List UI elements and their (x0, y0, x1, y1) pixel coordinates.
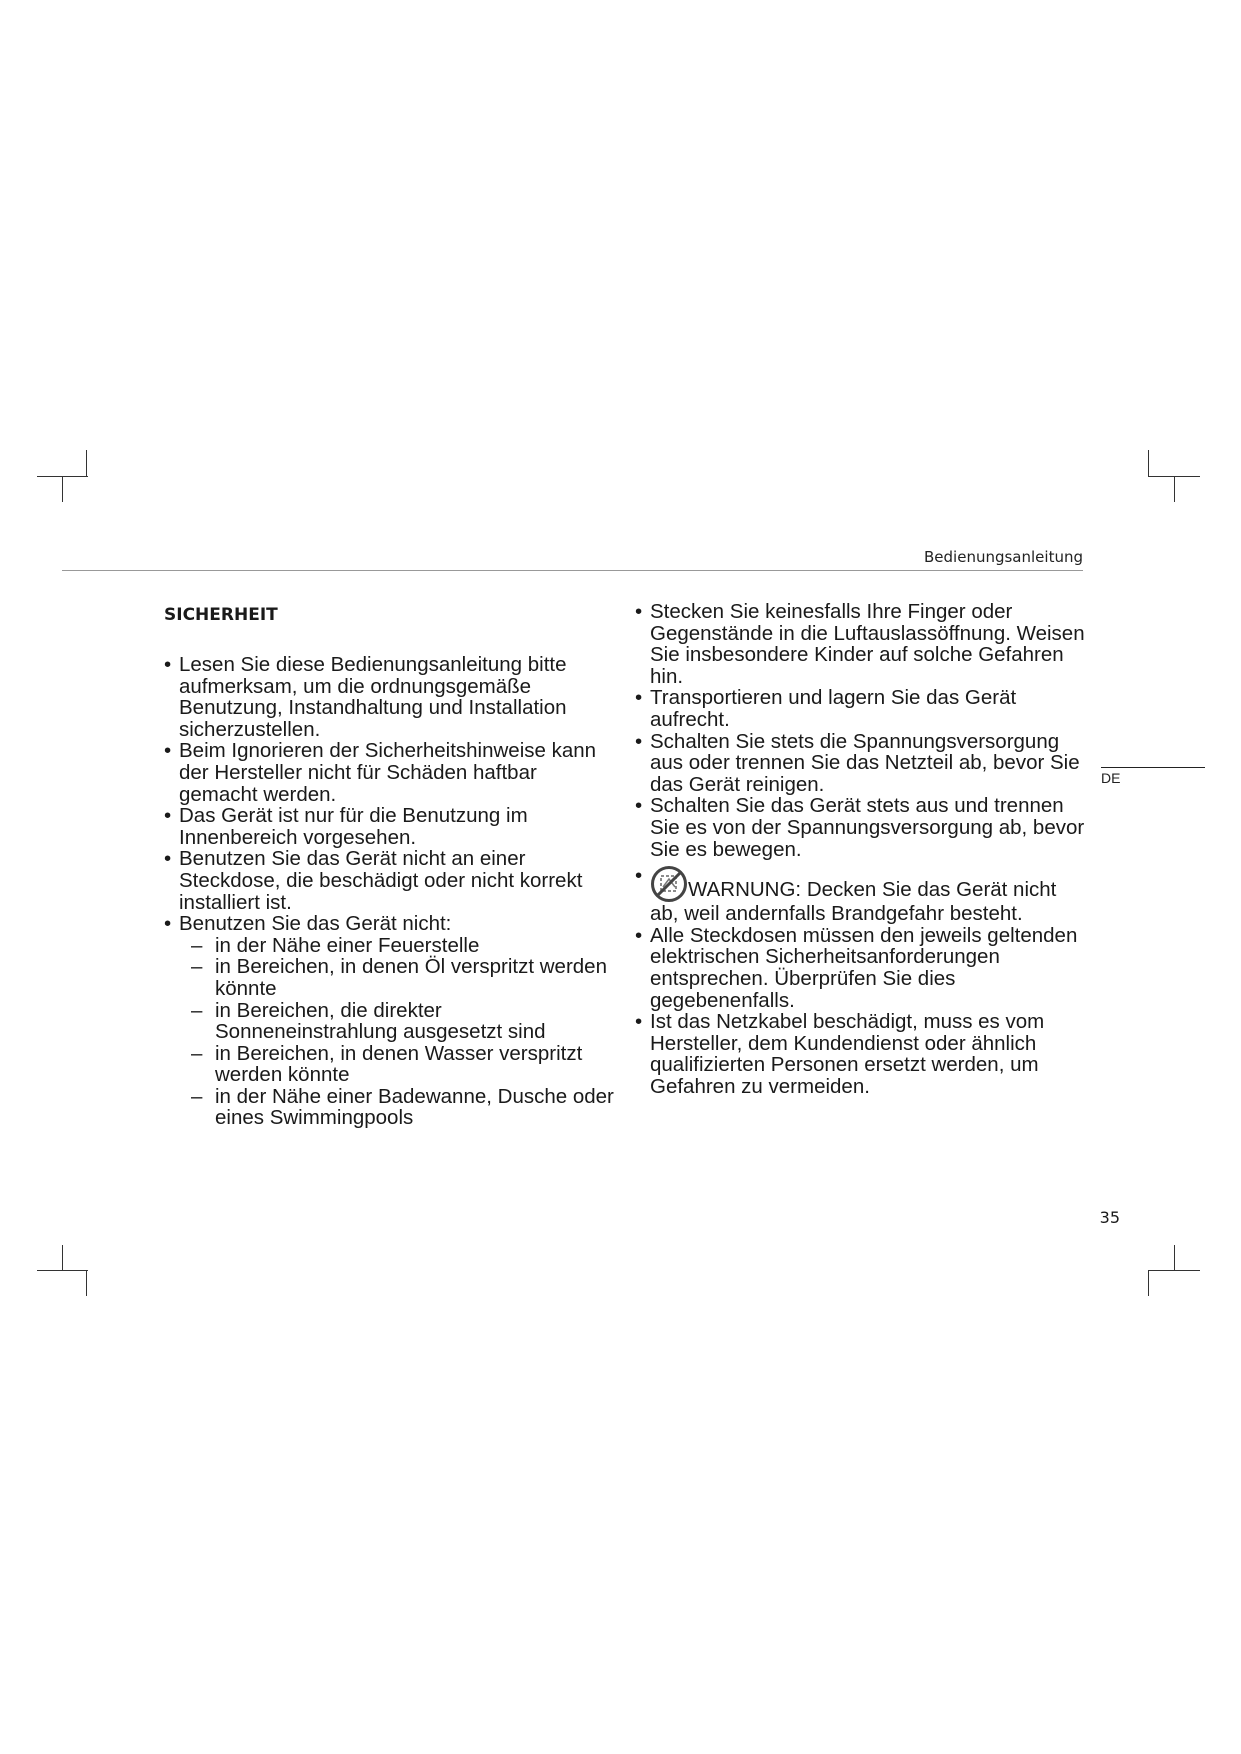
language-tab: DE (1101, 770, 1121, 786)
crop-mark (1148, 1270, 1149, 1296)
crop-mark (1174, 476, 1175, 502)
list-item: • Lesen Sie diese Bedienungsanleitung bitte aufmerksam, um die ordnungsgemäße Benutzung, Instandhaltung und Installation sicherzustellen. (164, 654, 614, 740)
page-number: 35 (1099, 1208, 1120, 1227)
crop-mark (86, 450, 87, 476)
list-item: • Alle Steckdosen müssen den jeweils geltenden elektrischen Sicherheitsanforderungen entsprechen. Überprüfen Sie dies gegebenenfalls. (635, 925, 1085, 1011)
list-item: • Beim Ignorieren der Sicherheitshinweise kann der Hersteller nicht für Schäden haftbar gemacht werden. (164, 740, 614, 805)
crop-mark (1174, 1245, 1175, 1271)
sublist-item: – in Bereichen, die direkter Sonneneinstrahlung ausgesetzt sind (191, 1000, 614, 1043)
sublist-item: – in Bereichen, in denen Wasser verspritzt werden könnte (191, 1043, 614, 1086)
right-column (635, 601, 1085, 1097)
crop-mark (1148, 476, 1174, 477)
crop-mark (37, 1270, 63, 1271)
list-item-text: Benutzen Sie das Gerät nicht: (179, 912, 452, 936)
list-item-with-sublist (164, 913, 614, 1129)
sublist-item: – in der Nähe einer Badewanne, Dusche oder eines Swimmingpools (191, 1086, 614, 1129)
language-tab-rule (1101, 767, 1205, 768)
list-item: • Stecken Sie keinesfalls Ihre Finger oder Gegenstände in die Luftauslassöffnung. Weisen Sie insbesondere Kinder auf solche Gefahren hin. (635, 601, 1085, 687)
crop-mark (37, 476, 63, 477)
crop-mark (62, 1245, 63, 1271)
sublist-item: – in der Nähe einer Feuerstelle (191, 935, 614, 957)
left-column (164, 603, 614, 1129)
running-header: Bedienungsanleitung (924, 548, 1083, 566)
header-rule (62, 570, 1083, 571)
crop-mark (86, 1270, 87, 1296)
list-item: • Ist das Netzkabel beschädigt, muss es vom Hersteller, dem Kundendienst oder ähnlich qualifizierten Personen ersetzt werden, um Gefahren zu vermeiden. (635, 1011, 1085, 1097)
sublist-item: – in Bereichen, in denen Öl verspritzt werden könnte (191, 956, 614, 999)
section-title: SICHERHEIT (164, 605, 278, 625)
list-item: • Das Gerät ist nur für die Benutzung im Innenbereich vorgesehen. (164, 805, 614, 848)
safety-list-left (164, 654, 614, 1129)
list-item: • Schalten Sie stets die Spannungsversorgung aus oder trennen Sie das Netzteil ab, bevor Sie das Gerät reinigen. (635, 731, 1085, 796)
crop-mark (1148, 450, 1149, 476)
crop-mark (62, 476, 88, 477)
warning-item (635, 865, 1085, 925)
crop-mark (62, 476, 63, 502)
list-item: • Transportieren und lagern Sie das Gerät aufrecht. (635, 687, 1085, 730)
warning-text: WARNUNG: Decken Sie das Gerät nicht ab, weil andernfalls Brandgefahr besteht. (650, 878, 1057, 926)
list-item: • Benutzen Sie das Gerät nicht an einer Steckdose, die beschädigt oder nicht korrekt installiert ist. (164, 848, 614, 913)
crop-mark (62, 1270, 88, 1271)
crop-mark (1174, 476, 1200, 477)
safety-list-right (635, 601, 1085, 1097)
crop-mark (1174, 1270, 1200, 1271)
list-item: • Schalten Sie das Gerät stets aus und trennen Sie es von der Spannungsversorgung ab, bevor Sie es bewegen. (635, 795, 1085, 860)
crop-mark (1148, 1270, 1174, 1271)
location-sublist (179, 935, 614, 1129)
do-not-cover-icon (650, 865, 688, 903)
